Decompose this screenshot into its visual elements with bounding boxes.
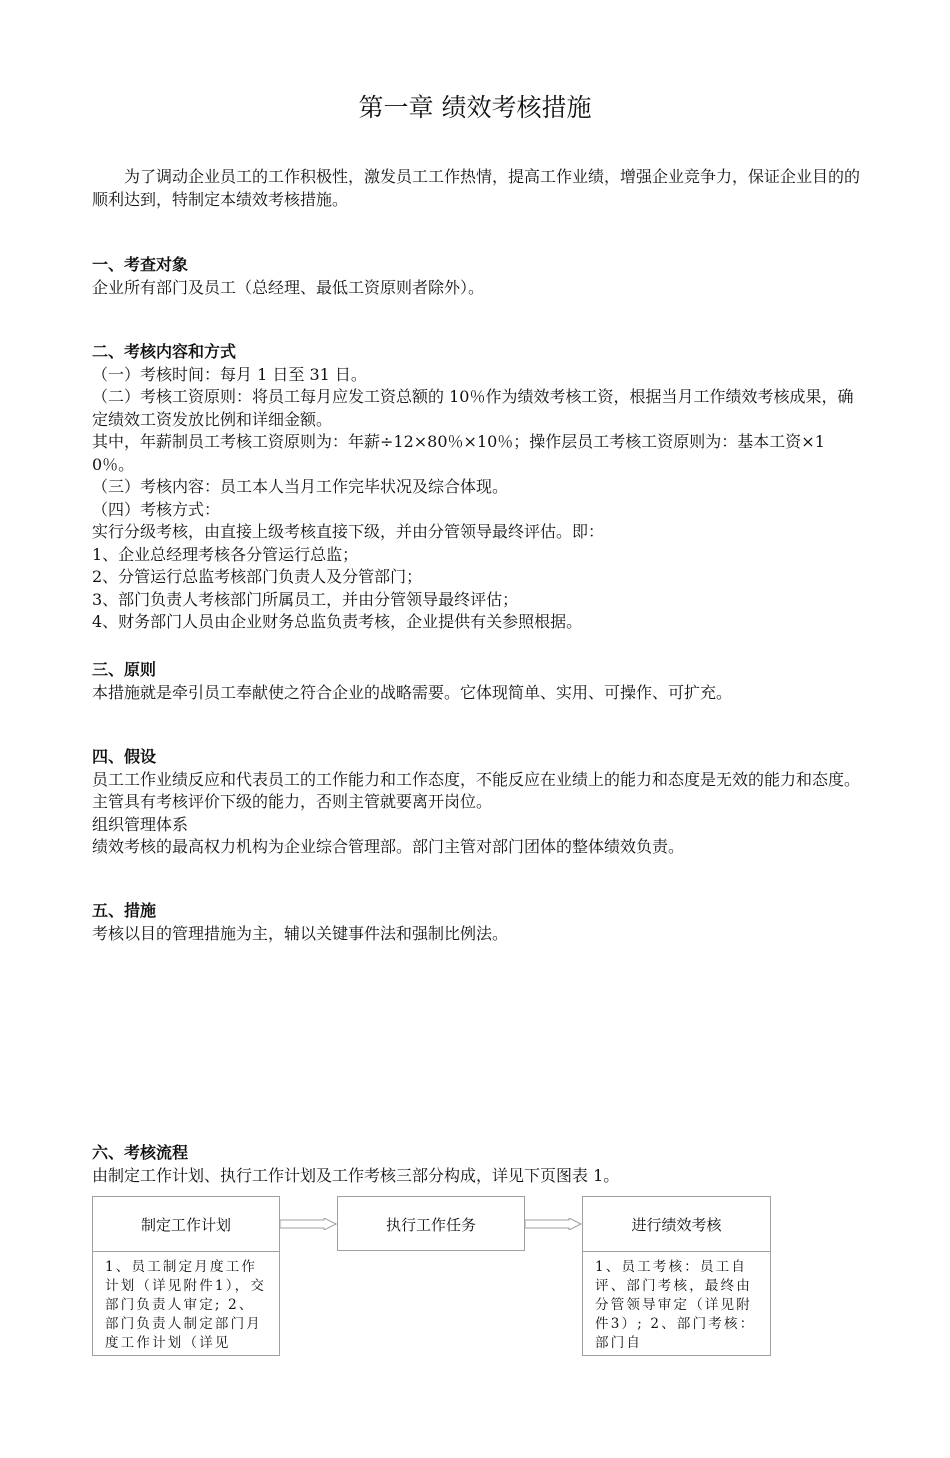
paragraph: 组织管理体系 [92, 814, 189, 834]
paragraph: （一）考核时间：每月 1 日至 31 日。 [92, 364, 367, 384]
section-heading: 六、考核流程 [92, 1143, 189, 1162]
intro-paragraph: 为了调动企业员工的工作积极性，激发员工工作热情，提高工作业绩，增强企业竞争力，保证企业目的的顺利达到，特制定本绩效考核措施。 [92, 167, 861, 209]
flow-step-plan [92, 1196, 280, 1356]
flow-step-label: 执行工作任务 [385, 1215, 476, 1234]
intro-block [92, 166, 862, 211]
flow-step-label: 进行绩效考核 [631, 1215, 722, 1234]
paragraph: 由制定工作计划、执行工作计划及工作考核三部分构成，详见下页图表 1。 [92, 1165, 620, 1185]
section-heading: 四、假设 [92, 747, 157, 766]
section-heading: 五、措施 [92, 901, 157, 920]
flow-step-evaluate [582, 1196, 771, 1356]
list-item: 4、财务部门人员由企业财务总监负责考核，企业提供有关参照根据。 [92, 612, 583, 631]
paragraph: （二）考核工资原则：将员工每月应发工资总额的 10％作为绩效考核工资，根据当月工作绩效考核成果，确定绩效工资发放比例和详细金额。 [92, 387, 854, 429]
paragraph: 企业所有部门及员工（总经理、最低工资原则者除外）。 [92, 277, 485, 297]
flow-arrow-icon [525, 1218, 583, 1230]
section-heading: 三、原则 [92, 660, 157, 679]
paragraph: 其中，年薪制员工考核工资原则为：年薪÷12×80％×10％；操作层员工考核工资原则为：基本工资×10％。 [92, 432, 825, 474]
paragraph: 本措施就是牵引员工奉献使之符合企业的战略需要。它体现简单、实用、可操作、可扩充。 [92, 682, 733, 702]
flow-step-execute [337, 1196, 525, 1251]
section-1 [92, 254, 862, 299]
section-6 [92, 1142, 862, 1187]
list-item: 2、分管运行总监考核部门负责人及分管部门； [92, 567, 423, 586]
flow-step-body: 1、员工制定月度工作计划（详见附件1），交部门负责人审定; 2、部门负责人制定部门月度工作计划（详见 [93, 1251, 279, 1458]
section-heading: 一、考查对象 [92, 255, 189, 274]
section-4 [92, 746, 862, 859]
list-item: 1、企业总经理考核各分管运行总监； [92, 544, 359, 564]
paragraph: 绩效考核的最高权力机构为企业综合管理部。部门主管对部门团体的整体绩效负责。 [92, 837, 685, 856]
section-5 [92, 900, 862, 945]
paragraph: 实行分级考核，由直接上级考核直接下级，并由分管领导最终评估。即： [92, 522, 605, 541]
list-item: 3、部门负责人考核部门所属员工，并由分管领导最终评估； [92, 589, 519, 609]
section-heading: 二、考核内容和方式 [92, 342, 237, 361]
flow-step-body: 1、员工考核：员工自评、部门考核，最终由分管领导审定（详见附件3）; 2、部门考核：部门自 [583, 1251, 770, 1458]
paragraph: （三）考核内容：员工本人当月工作完毕状况及综合体现。 [92, 477, 509, 496]
document-title: 第一章 绩效考核措施 [358, 93, 592, 122]
section-3 [92, 659, 862, 704]
paragraph: （四）考核方式： [92, 499, 221, 519]
flow-step-label: 制定工作计划 [140, 1215, 231, 1234]
flow-arrow-icon [280, 1218, 338, 1230]
paragraph: 考核以目的管理措施为主，辅以关键事件法和强制比例法。 [92, 923, 509, 943]
paragraph: 员工工作业绩反应和代表员工的工作能力和工作态度，不能反应在业绩上的能力和态度是无效的能力和态度。主管具有考核评价下级的能力，否则主管就要离开岗位。 [92, 769, 861, 811]
section-2 [92, 341, 862, 634]
